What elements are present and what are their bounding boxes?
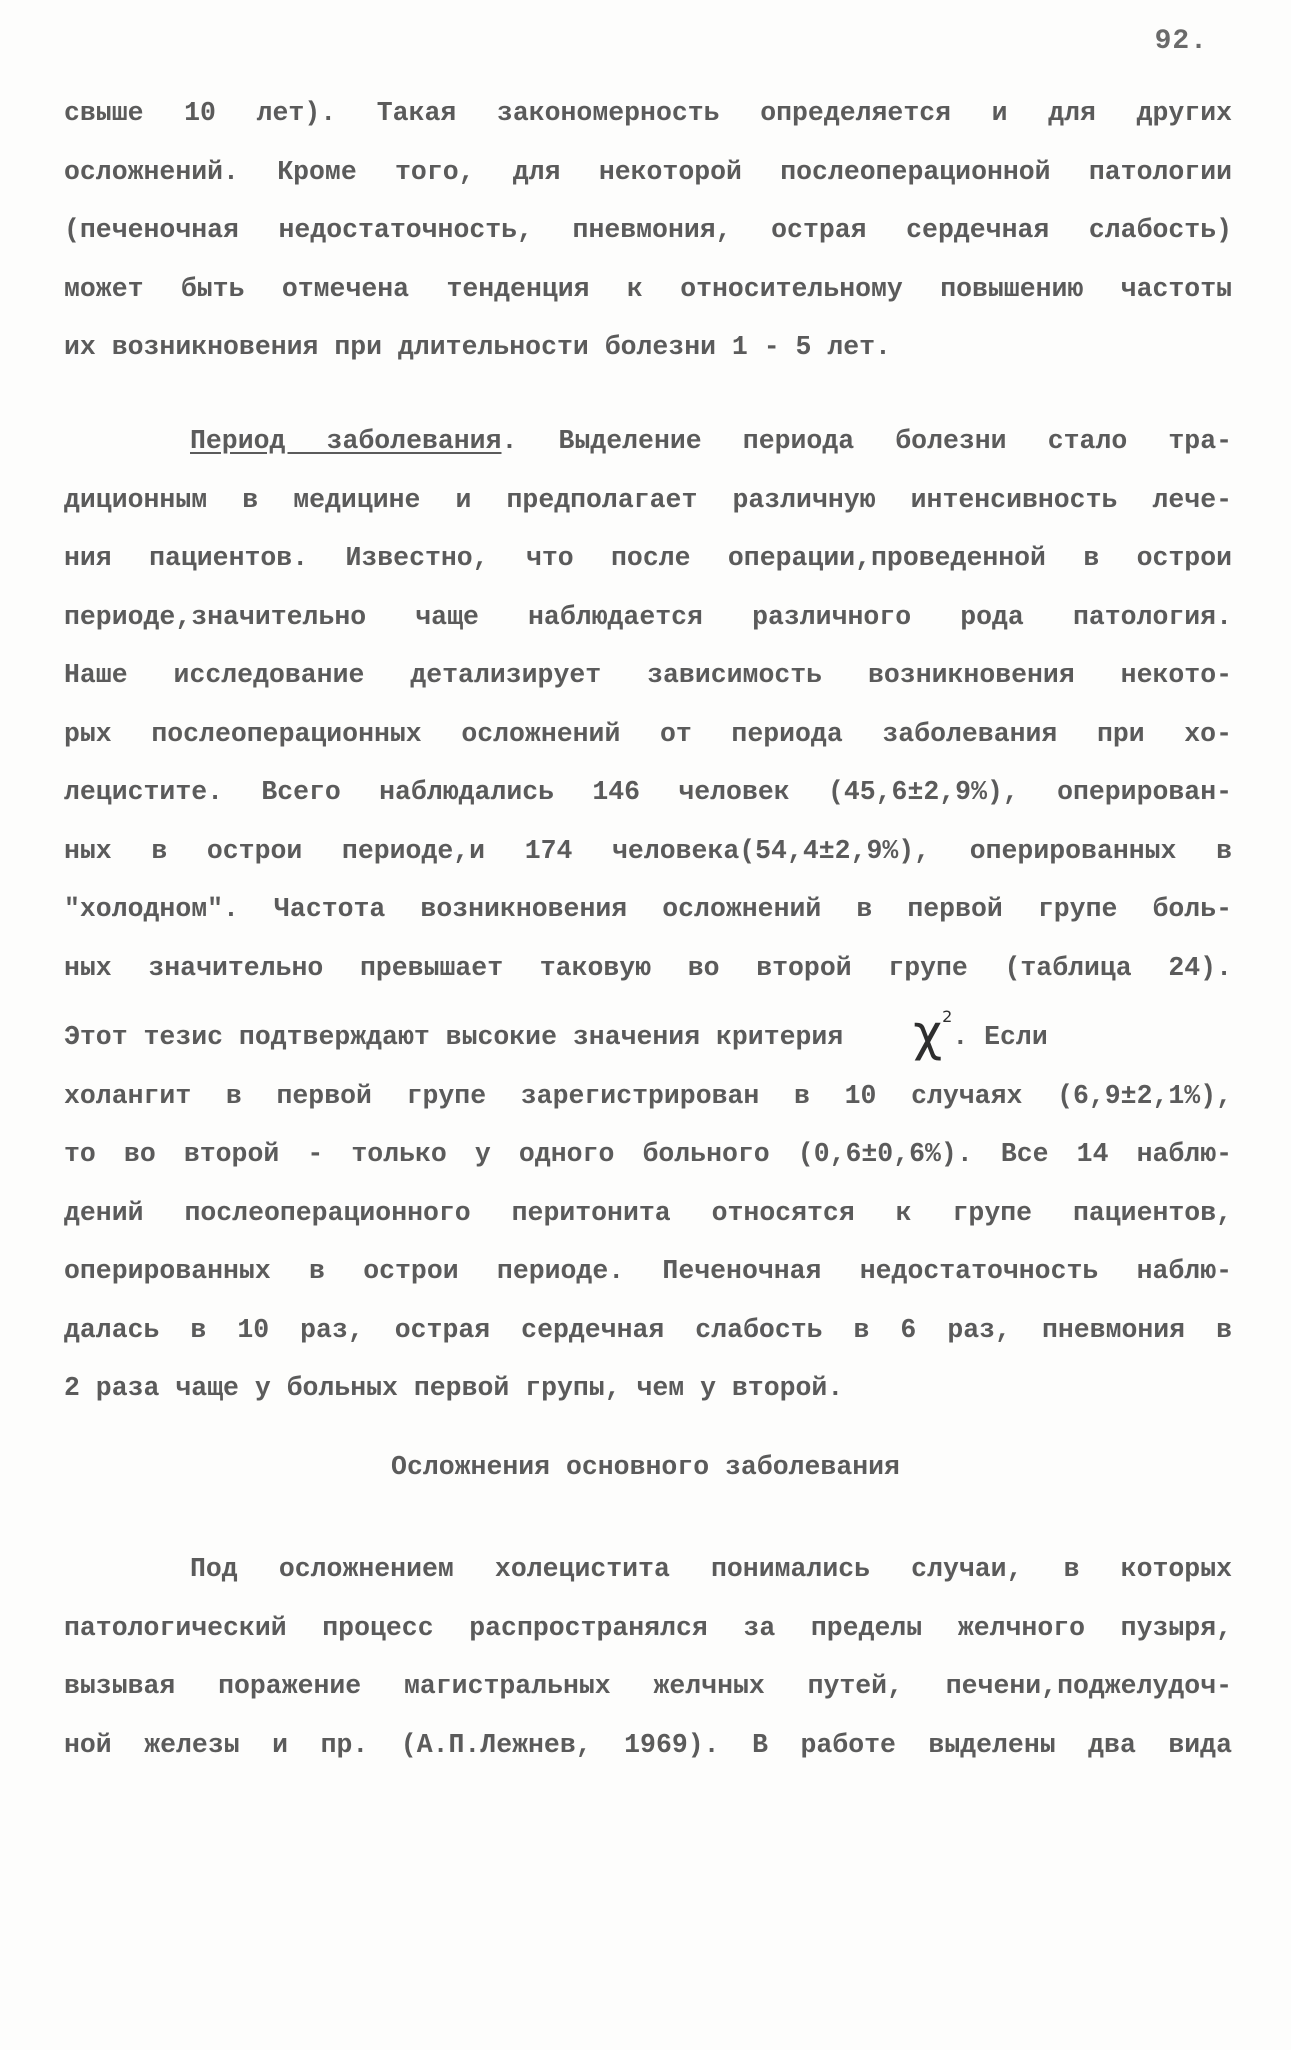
text-line: то во второй - только у одного больного (0,6±0,6%). Все 14 наблю- <box>64 1139 1232 1169</box>
text-line: рых послеоперационных осложнений от периода заболевания при хо- <box>64 718 1232 749</box>
paragraph-1 <box>64 84 1232 377</box>
text-line: ных в острои периоде,и 174 человека(54,4±2,9%), оперированных в <box>64 835 1232 866</box>
text-line: холангит в первой групе зарегистрирован в 10 случаях (6,9±2,1%), <box>64 1080 1232 1111</box>
paragraph-3 <box>64 1540 1232 1774</box>
text-line: диционным в медицине и предполагает различную интенсивность лече- <box>64 484 1232 515</box>
section-heading: Осложнения основного заболевания <box>391 1452 900 1482</box>
text-line: (печеночная недостаточность, пневмония, острая сердечная слабость) <box>64 215 1232 245</box>
chi-square-symbol <box>913 997 953 1062</box>
text-line: ния пациентов. Известно, что после операции,проведенной в острои <box>64 543 1232 573</box>
chi-exponent: 2 <box>942 1007 953 1026</box>
text-line: их возникновения при длительности болезни 1 - 5 лет. <box>64 332 891 362</box>
section-run-in-title: Период заболевания <box>190 426 502 456</box>
text-line: "холодном". Частота возникновения осложнений в первой групе боль- <box>64 894 1232 924</box>
text-line: Под осложнением холецистита понимались случаи, в которых <box>190 1554 1232 1584</box>
text-line: 2 раза чаще у больных первой групы, чем у второй. <box>64 1373 844 1403</box>
text-line: Наше исследование детализирует зависимость возникновения некото- <box>64 660 1232 690</box>
text-line <box>64 412 1232 471</box>
text-line: периоде,значительно чаще наблюдается различного рода патология. <box>64 601 1232 632</box>
paragraph-2 <box>64 412 1232 1418</box>
text-run: . Выделение периода болезни стало тра- <box>501 426 1232 456</box>
page-number: 92. <box>1154 26 1208 57</box>
text-run: Этот тезис подтверждают высокие значения критерия <box>64 1022 844 1052</box>
text-line: дений послеоперационного перитонита относятся к групе пациентов, <box>64 1197 1232 1228</box>
text-line <box>64 997 1232 1067</box>
text-line: осложнений. Кроме того, для некоторой послеоперационной патологии <box>64 156 1232 187</box>
text-line: патологический процесс распространялся за пределы желчного пузыря, <box>64 1612 1232 1643</box>
text-line: оперированных в острои периоде. Печеночная недостаточность наблю- <box>64 1256 1232 1286</box>
text-line: далась в 10 раз, острая сердечная слабость в 6 раз, пневмония в <box>64 1314 1232 1345</box>
text-line: может быть отмечена тенденция к относительному повышению частоты <box>64 273 1232 304</box>
text-line: ных значительно превышает таковую во второй групе (таблица 24). <box>64 952 1232 983</box>
text-run: . Если <box>952 1022 1048 1052</box>
text-line: вызывая поражение магистральных желчных путей, печени,поджелудоч- <box>64 1671 1232 1701</box>
chi-letter: χ <box>913 1004 943 1062</box>
text-line: лецистите. Всего наблюдались 146 человек (45,6±2,9%), оперирован- <box>64 777 1232 807</box>
text-line: ной железы и пр. (А.П.Лежнев, 1969). В работе выделены два вида <box>64 1729 1232 1760</box>
text-line: свыше 10 лет). Такая закономерность определяется и для других <box>64 98 1232 128</box>
